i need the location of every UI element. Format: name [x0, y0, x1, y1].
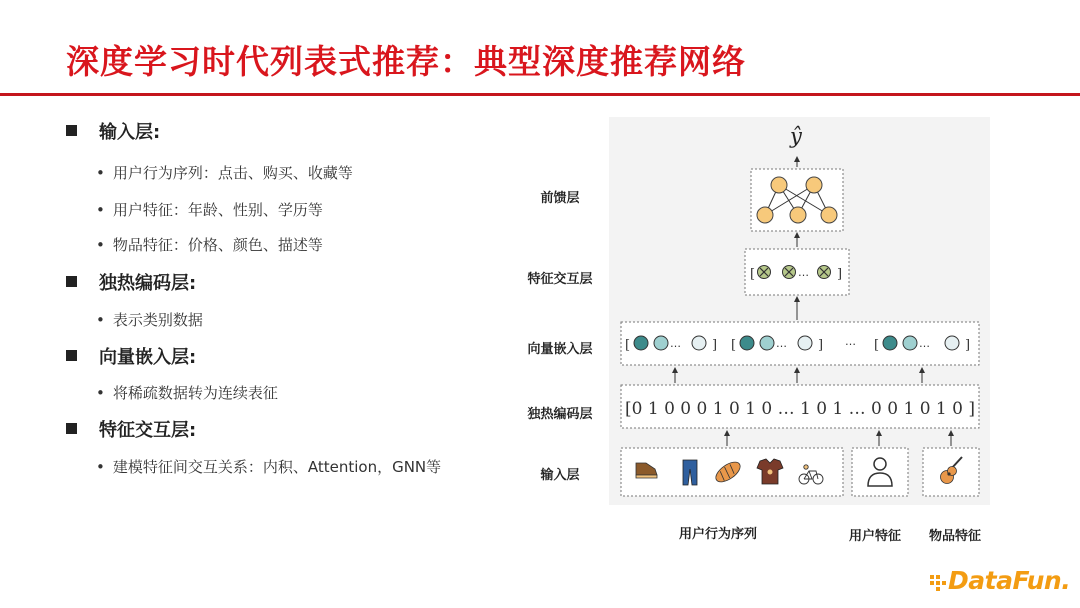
embedding-unit — [760, 336, 774, 350]
svg-text:[: [ — [625, 338, 631, 353]
section-heading-onehot: 独热编码层: — [66, 269, 196, 295]
embedding-unit — [654, 336, 668, 350]
embedding-unit — [903, 336, 917, 350]
section-heading-interaction: 特征交互层: — [66, 416, 196, 442]
square-bullet-icon — [66, 276, 77, 287]
label-feedforward-layer: 前馈层 — [540, 191, 580, 206]
svg-text:[: [ — [750, 267, 756, 282]
svg-text:…: … — [670, 337, 681, 350]
bullet-item: • 用户特征：年龄、性别、学历等 — [96, 201, 323, 219]
label-embedding-layer: 向量嵌入层 — [527, 342, 593, 357]
svg-text:]: ] — [837, 267, 843, 282]
svg-text:…: … — [919, 337, 930, 350]
bullet-item: • 建模特征间交互关系：内积、Attention，GNN等 — [96, 458, 442, 476]
user-input-box — [852, 448, 908, 496]
square-bullet-icon — [66, 350, 77, 361]
hidden-neuron — [806, 177, 822, 193]
output-yhat: ŷ — [790, 124, 802, 148]
input-neuron — [790, 207, 806, 223]
input-neuron — [821, 207, 837, 223]
bullet-item: • 物品特征：价格、颜色、描述等 — [96, 236, 323, 254]
embedding-unit — [692, 336, 706, 350]
embedding-unit — [634, 336, 648, 350]
bullet-item: • 用户行为序列：点击、购买、收藏等 — [96, 164, 353, 182]
datafun-logo: DataFun. — [930, 566, 1070, 595]
svg-text:[: [ — [731, 338, 737, 353]
embedding-ellipsis: … — [845, 335, 856, 348]
label-input-layer: 输入层 — [540, 468, 580, 483]
svg-text:]: ] — [712, 338, 718, 353]
svg-text:[: [ — [874, 338, 880, 353]
square-bullet-icon — [66, 423, 77, 434]
section-heading-input: 输入层: — [66, 118, 160, 144]
input-neuron — [757, 207, 773, 223]
interaction-ellipsis: … — [798, 266, 809, 279]
section-heading-embedding: 向量嵌入层: — [66, 343, 196, 369]
svg-text:…: … — [776, 337, 787, 350]
embedding-unit — [883, 336, 897, 350]
embedding-unit — [945, 336, 959, 350]
embedding-unit — [740, 336, 754, 350]
square-bullet-icon — [66, 125, 77, 136]
network-diagram — [609, 117, 990, 505]
bullet-item: • 表示类别数据 — [96, 311, 203, 329]
slide-title: 深度学习时代列表式推荐：典型深度推荐网络 — [66, 42, 746, 81]
label-onehot-layer: 独热编码层 — [527, 407, 593, 422]
hidden-neuron — [771, 177, 787, 193]
bullet-item: • 将稀疏数据转为连续表征 — [96, 384, 278, 402]
svg-text:]: ] — [965, 338, 971, 353]
label-item-features: 物品特征 — [929, 529, 982, 544]
embedding-unit — [798, 336, 812, 350]
svg-text:]: ] — [818, 338, 824, 353]
title-divider — [0, 93, 1080, 96]
label-interaction-layer: 特征交互层 — [527, 272, 593, 287]
onehot-vector: [0 1 0 0 0 1 0 1 0 … 1 0 1 … 0 0 1 0 1 0 ] — [625, 399, 975, 419]
logo-mark-icon — [930, 573, 946, 591]
label-behavior-sequence: 用户行为序列 — [679, 527, 758, 542]
label-user-features: 用户特征 — [849, 529, 902, 544]
